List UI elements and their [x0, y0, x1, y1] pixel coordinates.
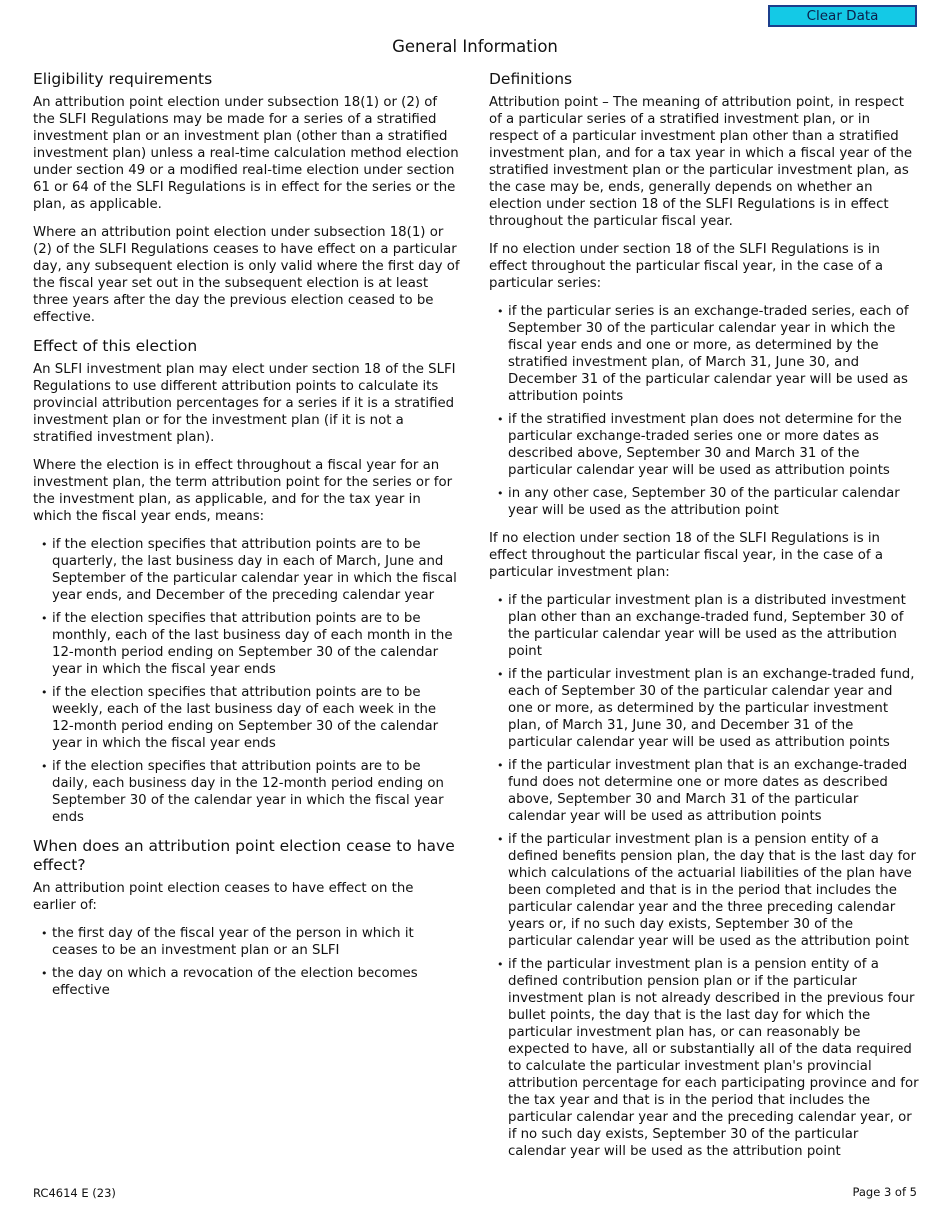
- effect-paragraph-2: Where the election is in effect throughout a fiscal year for an investment plan, the term attribution point for the series or for the investment plan, as applicable, and for the tax year in which the fiscal year ends, means:: [33, 458, 453, 524]
- page-title: General Information: [392, 37, 558, 56]
- list-item: • if the particular investment plan is a pension entity of a defined benefits pension plan, the day that is the last day for which calculations of the actuarial liabilities of the plan have been completed and that is in the period that includes the particular calendar year and the three preceding calendar years or, if no such day exists, September 30 of the particular calendar year will be used as the attribution point: [489, 831, 919, 950]
- list-item: • if the particular investment plan is an exchange-traded fund, each of September 30 of the particular calendar year and one or more, as determined by the particular investment plan, of March 31, June 30, and December 31 of the particular calendar year will be used as attribution points: [489, 666, 919, 751]
- definitions-paragraph-2: If no election under section 18 of the SLFI Regulations is in effect throughout the particular fiscal year, in the case of a particular series:: [489, 242, 883, 291]
- form-identifier: RC4614 E (23): [33, 1186, 116, 1200]
- list-item: • if the stratified investment plan does not determine for the particular exchange-traded series one or more dates as described above, September 30 and March 31 of the particular calendar year will be used as attribution points: [489, 411, 919, 479]
- definitions-paragraph-1: Attribution point – The meaning of attribution point, in respect of a particular series of a stratified investment plan, or in respect of a particular investment plan other than a stratified investment plan, and for a tax year in which a fiscal year of the stratified investment plan or the particular investment plan, as the case may be, ends, generally depends on whether an election under section 18 of the SLFI Regulations is in effect throughout the particular fiscal year.: [489, 95, 913, 229]
- list-item: • if the election specifies that attribution points are to be monthly, each of the last business day of each month in the 12-month period ending on September 30 of the calendar year in which the fiscal year ends: [33, 610, 460, 678]
- list-item: • if the particular investment plan that is an exchange-traded fund does not determine one or more dates as described above, September 30 and March 31 of the particular calendar year will be used as attribution points: [489, 757, 919, 825]
- series-bullet-list: [489, 303, 919, 519]
- definitions-heading: Definitions: [489, 70, 573, 88]
- page-number: Page 3 of 5: [852, 1185, 917, 1199]
- cease-paragraph: An attribution point election ceases to have effect on the earlier of:: [33, 881, 414, 913]
- effect-bullet-list: [33, 536, 460, 826]
- eligibility-paragraph-1: An attribution point election under subsection 18(1) or (2) of the SLFI Regulations may be made for a series of a stratified investment plan or an investment plan (other than a stratified investment plan) unless a real-time calculation method election under section 49 or a modified real-time election under section 61 or 64 of the SLFI Regulations is in effect for the series or the plan, as applicable.: [33, 95, 459, 212]
- right-column: [489, 70, 919, 1171]
- list-item: • the first day of the fiscal year of the person in which it ceases to be an investment plan or an SLFI: [33, 925, 460, 959]
- eligibility-paragraph-2: Where an attribution point election under subsection 18(1) or (2) of the SLFI Regulations ceases to have effect on a particular day, any subsequent election is only valid where the first day of the fiscal year set out in the subsequent election is at least three years after the day the previous election ceased to be effective.: [33, 225, 460, 325]
- clear-data-button[interactable]: Clear Data: [768, 5, 917, 27]
- list-item: • if the particular series is an exchange-traded series, each of September 30 of the particular calendar year in which the fiscal year ends and one or more, as determined by the stratified investment plan, of March 31, June 30, and December 31 of the particular calendar year will be used as attribution points: [489, 303, 919, 405]
- list-item: • if the particular investment plan is a distributed investment plan other than an exchange-traded fund, September 30 of the particular calendar year will be used as the attribution point: [489, 592, 919, 660]
- cease-bullet-list: [33, 925, 460, 999]
- plan-bullet-list: [489, 592, 919, 1160]
- list-item: • in any other case, September 30 of the particular calendar year will be used as the attribution point: [489, 485, 919, 519]
- list-item: • the day on which a revocation of the election becomes effective: [33, 965, 460, 999]
- effect-paragraph-1: An SLFI investment plan may elect under section 18 of the SLFI Regulations to use different attribution points to calculate its provincial attribution percentages for a series if it is a stratified investment plan or for the investment plan (if it is not a stratified investment plan).: [33, 362, 456, 445]
- effect-heading: Effect of this election: [33, 337, 198, 355]
- cease-heading: When does an attribution point election cease to have effect?: [33, 837, 455, 874]
- eligibility-heading: Eligibility requirements: [33, 70, 213, 88]
- list-item: • if the election specifies that attribution points are to be weekly, each of the last business day of each week in the 12-month period ending on September 30 of the calendar year in which the fiscal year ends: [33, 684, 460, 752]
- list-item: • if the election specifies that attribution points are to be quarterly, the last business day in each of March, June and September of the particular calendar year in which the fiscal year ends, and December of the preceding calendar year: [33, 536, 460, 604]
- definitions-paragraph-3: If no election under section 18 of the SLFI Regulations is in effect throughout the particular fiscal year, in the case of a particular investment plan:: [489, 531, 883, 580]
- left-column: [33, 70, 460, 1010]
- list-item: • if the particular investment plan is a pension entity of a defined contribution pension plan or if the particular investment plan is not already described in the previous four bullet points, the day that is the last day for which the particular investment plan has, or can reasonably be expected to have, all or substantially all of the data required to calculate the particular investment plan's provincial attribution percentage for each participating province and for the tax year and that is in the period that includes the particular calendar year and the preceding calendar year, or if no such day exists, September 30 of the particular calendar year will be used as the attribution point: [489, 956, 919, 1160]
- list-item: • if the election specifies that attribution points are to be daily, each business day in the 12-month period ending on September 30 of the calendar year in which the fiscal year ends: [33, 758, 460, 826]
